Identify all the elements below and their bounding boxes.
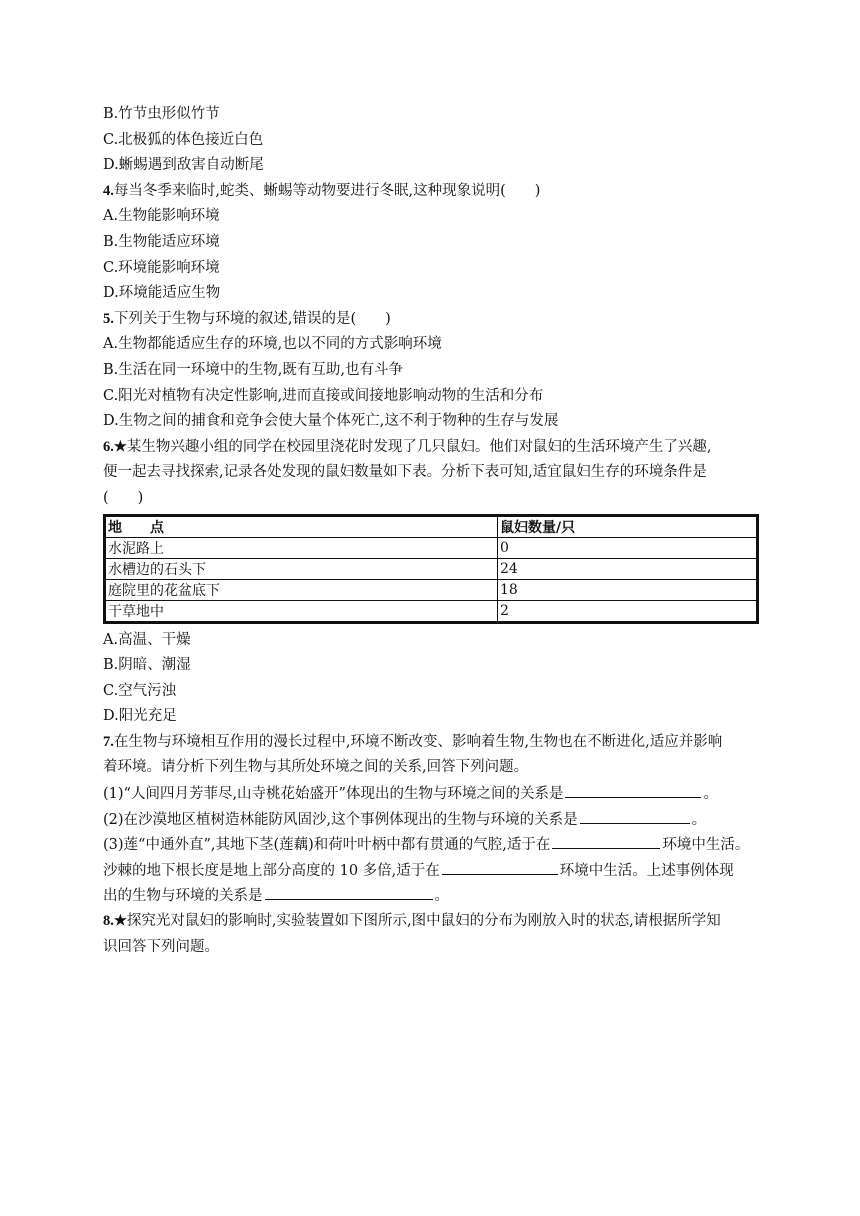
q7-part-1: [103, 781, 763, 807]
question-4-text: 每当冬季来临时,蛇类、蜥蜴等动物要进行冬眠,这种现象说明( ): [113, 182, 541, 199]
question-6-text-2: 便一起去寻找探索,记录各处发现的鼠妇数量如下表。分析下表可知,适宜鼠妇生存的环境条件是: [103, 464, 707, 481]
q5-option-c: C.阳光对植物有决定性影响,进而直接或间接地影响动物的生活和分布: [103, 387, 544, 404]
question-4-stem: [103, 179, 763, 205]
q7-part-1-answer-blank[interactable]: [565, 781, 701, 798]
q6-option-a: A.高温、干燥: [103, 631, 191, 648]
table-cell-location: 水槽边的石头下: [105, 558, 498, 579]
question-5-text: 下列关于生物与环境的叙述,错误的是( ): [113, 310, 391, 327]
table-row: [105, 558, 758, 579]
table-cell-count: 24: [498, 558, 758, 579]
table-header-location: 地 点: [105, 515, 498, 537]
q7-part-3-text-2: 环境中生活。: [662, 837, 750, 854]
question-4-number: 4.: [103, 182, 114, 199]
question-6-number: 6.★: [103, 438, 127, 455]
table-header-row: [105, 515, 758, 537]
question-8-text-2: 识回答下列问题。: [103, 938, 219, 955]
q7-part-3-answer-blank-2[interactable]: [442, 858, 558, 875]
question-5-number: 5.: [103, 310, 114, 327]
q6-option-c: C.空气污浊: [103, 682, 177, 699]
q7-part-3-text-1: (3)莲“中通外直”,其地下茎(莲藕)和荷叶叶柄中都有贯通的气腔,适于在: [103, 837, 551, 854]
woodlouse-count-table: [103, 514, 759, 624]
table-cell-location: 庭院里的花盆底下: [105, 579, 498, 600]
table-row: [105, 579, 758, 600]
table-row: [105, 600, 758, 622]
table-row: [105, 537, 758, 558]
q7-part-2-text: (2)在沙漠地区植树造林能防风固沙,这个事例体现出的生物与环境的关系是: [103, 811, 578, 828]
table-header-count: 鼠妇数量/只: [498, 515, 758, 537]
q7-part-2-end: 。: [691, 811, 707, 828]
q7-part-3-answer-blank-3[interactable]: [265, 883, 433, 900]
table-cell-count: 2: [498, 600, 758, 622]
question-6-text-3: ( ): [103, 489, 144, 506]
q4-option-d: D.环境能适应生物: [103, 285, 221, 302]
q7-part-3-line-2: [103, 858, 763, 884]
q7-part-1-text: (1)“人间四月芳菲尽,山寺桃花始盛开”体现出的生物与环境之间的关系是: [103, 786, 564, 803]
q5-option-d: D.生物之间的捕食和竞争会使大量个体死亡,这不利于物种的生存与发展: [103, 413, 559, 430]
q4-option-b: B.生物能适应环境: [103, 233, 220, 250]
q3-option-c: C.北极狐的体色接近白色: [103, 131, 264, 148]
q3-option-d: D.蜥蜴遇到敌害自动断尾: [103, 157, 264, 174]
table-cell-location: 干草地中: [105, 600, 498, 622]
question-5-stem: [103, 307, 763, 333]
table-cell-location: 水泥路上: [105, 537, 498, 558]
q7-part-1-end: 。: [703, 786, 718, 803]
question-7-number: 7.: [103, 733, 114, 750]
question-7-text-2: 着环境。请分析下列生物与其所处环境之间的关系,回答下列问题。: [103, 759, 529, 776]
question-6-text-1: 某生物兴趣小组的同学在校园里浇花时发现了几只鼠妇。他们对鼠妇的生活环境产生了兴趣,: [126, 438, 712, 455]
question-7-stem: [103, 730, 763, 756]
q7-part-3-text-4: 环境中生活。上述事例体现: [559, 862, 734, 879]
q4-option-c: C.环境能影响环境: [103, 259, 220, 276]
q7-part-3-line-3: [103, 883, 763, 909]
question-8-stem: [103, 909, 763, 935]
question-6-stem: [103, 435, 763, 461]
worksheet-page: [103, 102, 763, 960]
q5-option-a: A.生物都能适应生存的环境,也以不同的方式影响环境: [103, 336, 442, 353]
q7-part-3-text-3: 沙棘的地下根长度是地上部分高度的 10 多倍,适于在: [103, 862, 440, 879]
q5-option-b: B.生活在同一环境中的生物,既有互助,也有斗争: [103, 361, 403, 378]
q6-option-d: D.阳光充足: [103, 708, 177, 725]
q3-option-b: B.竹节虫形似竹节: [103, 106, 220, 122]
question-7-text-1: 在生物与环境相互作用的漫长过程中,环境不断改变、影响着生物,生物也在不断进化,适应并影响: [113, 733, 723, 750]
table-cell-count: 18: [498, 579, 758, 600]
q7-part-3-text-5: 出的生物与环境的关系是: [103, 888, 263, 905]
question-8-text-1: 探究光对鼠妇的影响时,实验装置如下图所示,图中鼠妇的分布为刚放入时的状态,请根据所学知: [126, 913, 721, 930]
q7-part-3-line-1: [103, 832, 763, 858]
question-8-number: 8.★: [103, 913, 127, 930]
q7-part-3-answer-blank-1[interactable]: [552, 832, 660, 849]
q6-option-b: B.阴暗、潮湿: [103, 657, 191, 674]
q7-part-2: [103, 807, 763, 833]
q7-part-3-end: 。: [434, 888, 449, 905]
q7-part-2-answer-blank[interactable]: [580, 807, 690, 824]
table-cell-count: 0: [498, 537, 758, 558]
q4-option-a: A.生物能影响环境: [103, 208, 220, 225]
